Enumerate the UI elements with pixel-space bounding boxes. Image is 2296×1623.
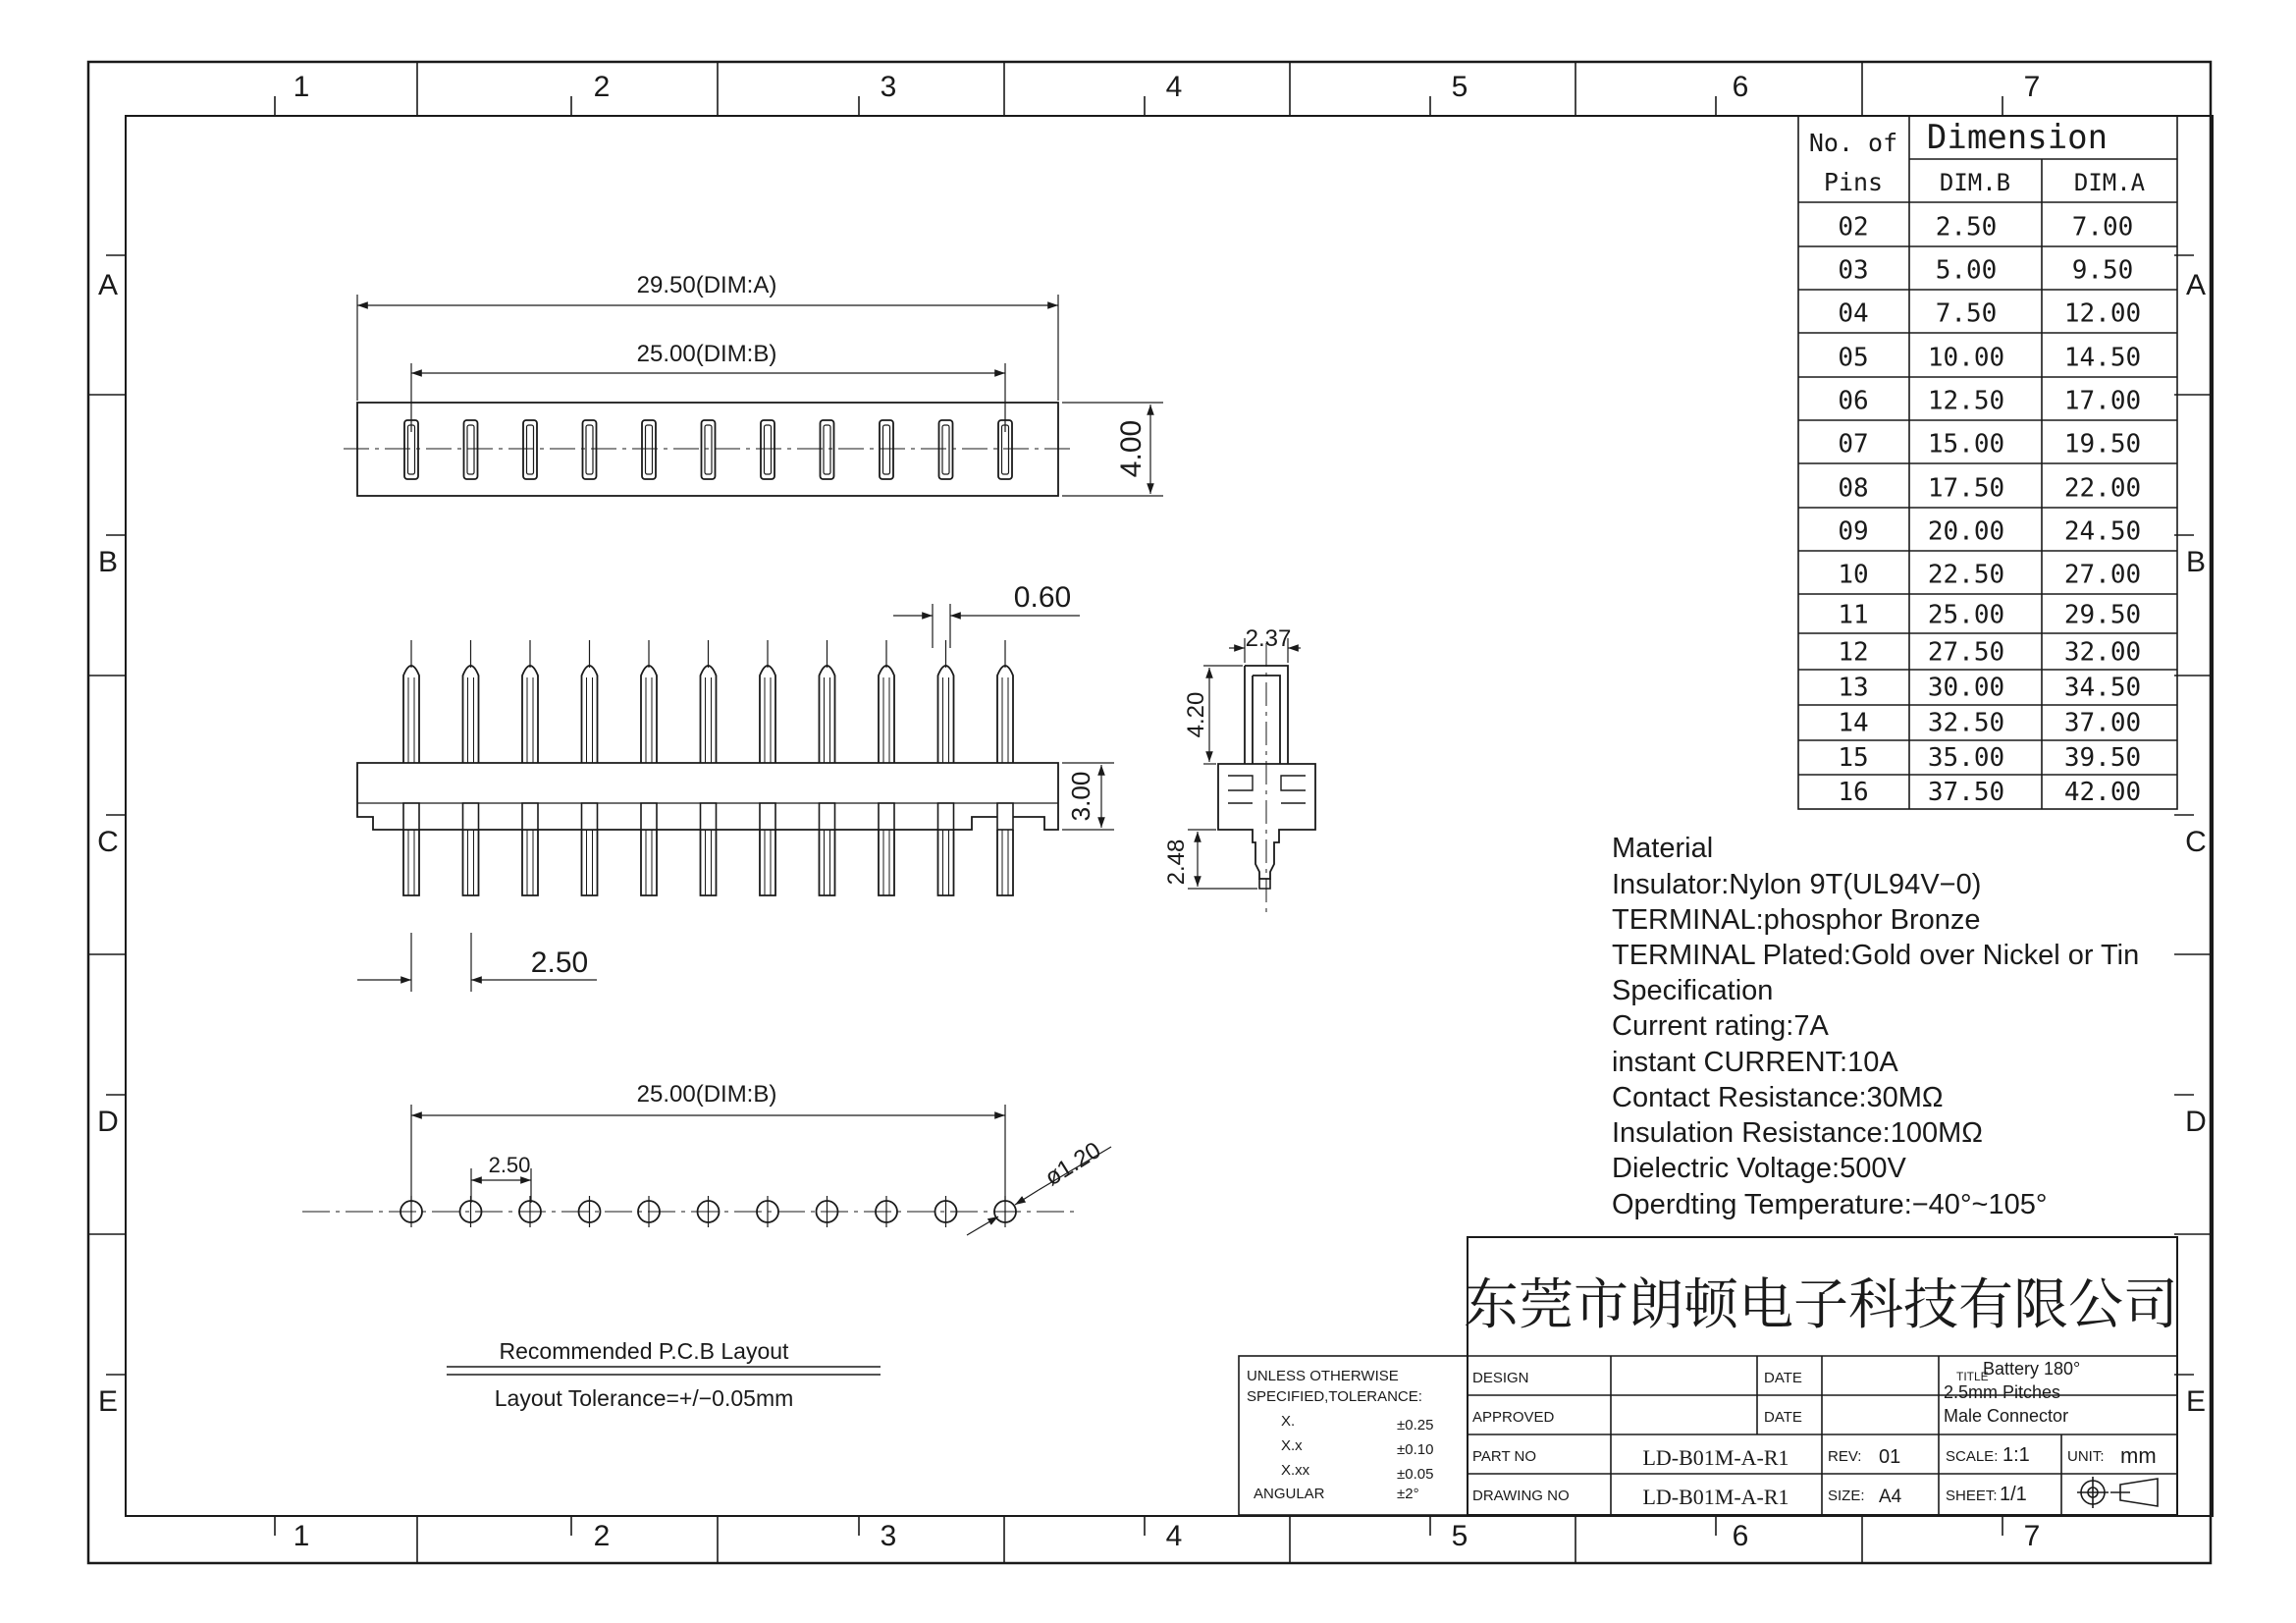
table-header-dim-a: DIM.A: [2073, 169, 2146, 196]
table-cell-dim-a: 29.50: [2063, 600, 2142, 630]
pcb-layout: [302, 1105, 1111, 1235]
top-view-pin: [821, 420, 834, 479]
table-cell-dim-b: 27.50: [1927, 637, 2005, 668]
front-view-pin: [522, 666, 538, 763]
table-cell-pins: 14: [1838, 708, 1869, 738]
row-label-right-d: D: [2185, 1106, 2207, 1138]
table-cell-dim-b: 25.00: [1927, 600, 2005, 630]
tol-angular-value: ±2°: [1397, 1486, 1419, 1502]
row-label-left-b: B: [97, 546, 119, 578]
top-view-pin: [642, 420, 656, 479]
part-no-label: PART NO: [1472, 1448, 1537, 1465]
table-header-dim-b: DIM.B: [1939, 169, 2011, 196]
table-cell-pins: 13: [1838, 673, 1869, 703]
col-label-bottom-5: 5: [1451, 1520, 1468, 1552]
row-label-left-e: E: [97, 1385, 119, 1418]
front-view-pin-tail: [997, 830, 1013, 895]
front-view-pin: [701, 666, 717, 763]
top-view-pin: [702, 420, 716, 479]
front-view-pin: [879, 666, 894, 763]
col-label-top-6: 6: [1732, 71, 1749, 103]
table-cell-dim-b: 12.50: [1927, 386, 2005, 416]
note-line: TERMINAL Plated:Gold over Nickel or Tin: [1612, 940, 2140, 971]
top-view-pin: [880, 420, 893, 479]
hole-dia-label: ø1.20: [1040, 1136, 1106, 1192]
front-view-pin-tail: [463, 830, 479, 895]
side-tail-label: 2.48: [1163, 839, 1190, 886]
tol-xx-label: X.x: [1281, 1437, 1303, 1454]
top-view-pin-inner: [765, 425, 772, 474]
row-label-left-d: D: [97, 1106, 119, 1138]
front-view-pin-shoulder: [938, 803, 954, 830]
table-cell-pins: 12: [1838, 637, 1869, 668]
table-cell-dim-a: 34.50: [2063, 673, 2142, 703]
side-width-label: 2.37: [1245, 625, 1292, 652]
top-view-pin: [583, 420, 597, 479]
front-view-pin-tail: [641, 830, 657, 895]
col-label-top-1: 1: [293, 71, 310, 103]
part-no-value: LD-B01M-A-R1: [1642, 1445, 1789, 1470]
table-cell-pins: 05: [1838, 343, 1869, 373]
front-view: [357, 604, 1114, 992]
front-view-pin: [463, 666, 479, 763]
table-cell-dim-a: 19.50: [2063, 429, 2142, 460]
col-label-top-2: 2: [593, 71, 611, 103]
note-line: instant CURRENT:10A: [1612, 1047, 1898, 1078]
front-view-pin-shoulder: [641, 803, 657, 830]
height-top-label: 4.00: [1115, 419, 1148, 478]
table-cell-pins: 04: [1838, 298, 1869, 329]
scale-label: SCALE:: [1946, 1448, 1999, 1465]
front-view-pin-tail: [403, 830, 419, 895]
table-cell-pins: 16: [1838, 777, 1869, 807]
pcb-pitch-label: 2.50: [488, 1153, 531, 1177]
title-line2: 2.5mm Pitches: [1944, 1382, 2061, 1402]
scale-value: 1:1: [2002, 1444, 2030, 1466]
front-view-pin-shoulder: [997, 803, 1013, 830]
size-value: A4: [1879, 1487, 1902, 1507]
front-view-pin-shoulder: [463, 803, 479, 830]
front-view-pin: [582, 666, 598, 763]
tol-line2: SPECIFIED,TOLERANCE:: [1247, 1388, 1422, 1405]
front-view-pin-shoulder: [820, 803, 835, 830]
front-view-pin-tail: [582, 830, 598, 895]
note-line: Dielectric Voltage:500V: [1612, 1153, 1906, 1184]
col-label-bottom-6: 6: [1732, 1520, 1749, 1552]
table-header-pins-1: No. of: [1808, 129, 1898, 157]
row-label-left-a: A: [97, 269, 119, 301]
top-view-pin: [939, 420, 953, 479]
note-line: Contact Resistance:30MΩ: [1612, 1082, 1944, 1113]
front-view-pin-shoulder: [522, 803, 538, 830]
front-view-pin-shoulder: [879, 803, 894, 830]
rev-value: 01: [1879, 1446, 1901, 1468]
table-cell-dim-b: 35.00: [1927, 742, 2005, 773]
table-cell-dim-b: 22.50: [1927, 560, 2005, 590]
title-line1: Battery 180°: [1983, 1359, 2081, 1379]
table-cell-pins: 06: [1838, 386, 1869, 416]
tol-line1: UNLESS OTHERWISE: [1247, 1368, 1399, 1384]
top-view-pin: [761, 420, 774, 479]
table-cell-pins: 02: [1838, 212, 1869, 243]
design-label: DESIGN: [1472, 1370, 1529, 1386]
table-cell-dim-a: 24.50: [2063, 516, 2142, 547]
body-height-label: 3.00: [1066, 771, 1095, 822]
drawing-no-label: DRAWING NO: [1472, 1488, 1570, 1504]
table-cell-dim-b: 2.50: [1935, 212, 1998, 243]
col-label-bottom-2: 2: [593, 1520, 611, 1552]
table-cell-dim-b: 37.50: [1927, 777, 2005, 807]
top-view-pin-inner: [646, 425, 653, 474]
unit-label: UNIT:: [2067, 1448, 2105, 1465]
top-view-pin-inner: [705, 425, 712, 474]
front-view-pin: [403, 666, 419, 763]
front-view-pin-tail: [820, 830, 835, 895]
title-line3: Male Connector: [1944, 1406, 2069, 1426]
top-view-pin: [464, 420, 478, 479]
table-cell-dim-a: 39.50: [2063, 742, 2142, 773]
table-cell-dim-a: 27.00: [2063, 560, 2142, 590]
front-view-pin-shoulder: [701, 803, 717, 830]
pitch-label: 2.50: [530, 947, 589, 979]
table-cell-dim-a: 7.00: [2071, 212, 2134, 243]
front-view-pin: [820, 666, 835, 763]
row-label-right-e: E: [2185, 1385, 2207, 1418]
top-view-pin-inner: [527, 425, 534, 474]
table-cell-dim-b: 15.00: [1927, 429, 2005, 460]
table-cell-pins: 09: [1838, 516, 1869, 547]
front-view-pin: [760, 666, 775, 763]
col-label-top-5: 5: [1451, 71, 1468, 103]
top-view-pin-inner: [408, 425, 415, 474]
note-line: Insulation Resistance:100MΩ: [1612, 1117, 1983, 1149]
front-view-pin-shoulder: [403, 803, 419, 830]
tol-angular-label: ANGULAR: [1254, 1486, 1325, 1502]
top-view-pin-inner: [824, 425, 830, 474]
table-cell-dim-a: 9.50: [2071, 255, 2134, 286]
sheet-value: 1/1: [2000, 1484, 2027, 1505]
note-line: TERMINAL:phosphor Bronze: [1612, 904, 1981, 936]
col-label-bottom-7: 7: [2023, 1520, 2041, 1552]
table-header-pins-2: Pins: [1823, 168, 1884, 196]
unit-value: mm: [2120, 1443, 2157, 1468]
table-cell-pins: 15: [1838, 742, 1869, 773]
sheet-label: SHEET:: [1946, 1488, 1998, 1504]
dim-b-label: 25.00(DIM:B): [636, 341, 777, 367]
top-view-pin: [523, 420, 537, 479]
company-name: 东莞市朗顿电子科技有限公司: [1464, 1273, 2178, 1335]
table-header-dimension: Dimension: [1926, 118, 2109, 157]
tol-xxx-label: X.xx: [1281, 1462, 1310, 1479]
table-cell-dim-b: 7.50: [1935, 298, 1998, 329]
table-cell-dim-a: 22.00: [2063, 473, 2142, 504]
table-cell-dim-a: 14.50: [2063, 343, 2142, 373]
row-label-right-c: C: [2185, 826, 2207, 858]
col-label-top-3: 3: [880, 71, 897, 103]
top-view-pin-inner: [1002, 425, 1009, 474]
top-view-pin-inner: [942, 425, 949, 474]
col-label-top-4: 4: [1165, 71, 1183, 103]
col-label-bottom-1: 1: [293, 1520, 310, 1552]
front-view-pin-shoulder: [760, 803, 775, 830]
table-cell-dim-a: 42.00: [2063, 777, 2142, 807]
dim-a-label: 29.50(DIM:A): [636, 272, 777, 298]
table-cell-pins: 07: [1838, 429, 1869, 460]
tolerance-block: [1247, 1368, 1433, 1502]
size-label: SIZE:: [1828, 1488, 1865, 1504]
table-cell-dim-b: 32.50: [1927, 708, 2005, 738]
front-view-pin-tail: [522, 830, 538, 895]
tol-x-value: ±0.25: [1397, 1417, 1434, 1434]
row-label-right-a: A: [2185, 269, 2207, 301]
rev-label: REV:: [1828, 1448, 1862, 1465]
table-cell-dim-a: 32.00: [2063, 637, 2142, 668]
front-view-pin: [641, 666, 657, 763]
pcb-note-tolerance: Layout Tolerance=+/−0.05mm: [494, 1385, 794, 1411]
pcb-note-title: Recommended P.C.B Layout: [499, 1338, 789, 1364]
pcb-dim-b-label: 25.00(DIM:B): [636, 1081, 777, 1108]
dimension-table-rows: [1838, 212, 2141, 807]
note-line: Insulator:Nylon 9T(UL94V−0): [1612, 869, 1982, 900]
table-cell-dim-a: 12.00: [2063, 298, 2142, 329]
front-view-pin: [997, 666, 1013, 763]
front-view-pin-tail: [701, 830, 717, 895]
table-cell-pins: 11: [1838, 600, 1869, 630]
front-view-pin-tail: [760, 830, 775, 895]
front-view-pin-tail: [938, 830, 954, 895]
title-label: TITLE: [1956, 1370, 1989, 1383]
note-line: Specification: [1612, 975, 1774, 1006]
material-notes: [1612, 833, 2139, 1220]
note-line: Operdting Temperature:−40°~105°: [1612, 1189, 2048, 1220]
date-label-2: DATE: [1764, 1409, 1802, 1426]
table-cell-dim-a: 37.00: [2063, 708, 2142, 738]
tol-xxx-value: ±0.05: [1397, 1466, 1434, 1483]
row-label-left-c: C: [97, 826, 119, 858]
col-label-bottom-4: 4: [1165, 1520, 1183, 1552]
side-view: [1188, 638, 1315, 918]
table-cell-dim-b: 5.00: [1935, 255, 1998, 286]
side-top-label: 4.20: [1183, 691, 1209, 738]
table-cell-dim-a: 17.00: [2063, 386, 2142, 416]
top-view-pin-inner: [467, 425, 474, 474]
date-label: DATE: [1764, 1370, 1802, 1386]
table-cell-pins: 03: [1838, 255, 1869, 286]
table-cell-pins: 08: [1838, 473, 1869, 504]
pin-width-label: 0.60: [1013, 581, 1072, 614]
drawing-no-value: LD-B01M-A-R1: [1642, 1485, 1789, 1509]
top-view-pins: [404, 420, 1012, 479]
front-view-pin-tail: [879, 830, 894, 895]
table-cell-pins: 10: [1838, 560, 1869, 590]
table-cell-dim-b: 30.00: [1927, 673, 2005, 703]
note-line: Material: [1612, 833, 1714, 864]
tol-xx-value: ±0.10: [1397, 1441, 1434, 1458]
note-line: Current rating:7A: [1612, 1010, 1829, 1042]
col-label-top-7: 7: [2023, 71, 2041, 103]
table-cell-dim-b: 20.00: [1927, 516, 2005, 547]
front-view-pin-shoulder: [582, 803, 598, 830]
top-view: [344, 295, 1163, 496]
tol-x-label: X.: [1281, 1413, 1296, 1430]
row-label-right-b: B: [2185, 546, 2207, 578]
table-cell-dim-b: 17.50: [1927, 473, 2005, 504]
table-cell-dim-b: 10.00: [1927, 343, 2005, 373]
top-view-pin-inner: [883, 425, 890, 474]
top-view-pin-inner: [586, 425, 593, 474]
approved-label: APPROVED: [1472, 1409, 1555, 1426]
col-label-bottom-3: 3: [880, 1520, 897, 1552]
front-view-pin: [938, 666, 954, 763]
